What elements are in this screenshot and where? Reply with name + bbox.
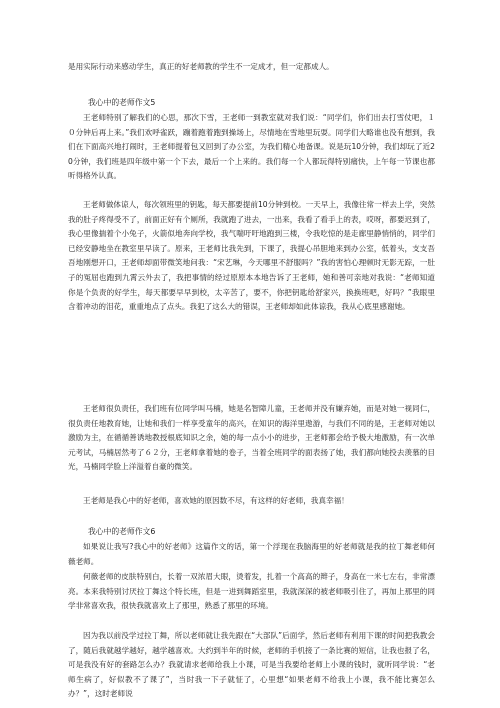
essay5-title: 我心中的老师作文5 — [88, 98, 156, 107]
essay5-paragraph-2: 王老师做体谅人，每次领班里的钥匙，每天都要提前10分钟到校。一天早上，我像往常一样去上学，突然我的肚子疼得受不了，前面正好有个厕所，我就跑了进去，一出来，我看了看手上的表，哎呀，都要迟到了，我心里像揣着个小兔子，火箭似地奔向学校，我气喘吁吁地跑到三楼，令我吃惊的是走廊里静悄悄的，同学们已经安静地坐在教室里早读了。原来，王老师比我先到，下课了，我提心吊胆地来到办公室，低着头，支支吾吾地刚想开口，王老师却面带微笑地问我：“宋艺琳，今天哪里不舒服吗？”我的害怕心理顿时无影无踪，一肚子的冤屈也跑到九霄云外去了，我把事情的经过原原本本地告诉了王老师，她和善可亲地对我说：“老师知道你是个负责的好学生，每天都要早早到校，太辛苦了，要不，你把钥匙给舒家兴，换换班吧，好吗？”我眼里含着冲动的泪花，重重地点了点头。我犯了这么大的错误，王老师却如此体谅我，我从心底里感谢她。 — [68, 200, 435, 312]
essay6-paragraph-1: 如果说让我写?我心中的好老师》这篇作文的话，第一个浮现在我脑海里的好老师就是我的拉丁舞老师何薇老师。 — [68, 542, 435, 566]
intro-tail-paragraph: 是用实际行动来感动学生，真正的好老师教的学生不一定成才，但一定都成人。 — [68, 62, 334, 71]
essay6-paragraph-3: 因为我以前没学过拉丁舞，所以老师就让我先跟在“大部队”后面学，然后老师有利用下课的时间把我教会了，随后我就越学越好，越学越喜欢。大约到半年的时候，老师的手机接了一条比赛的短信，让我也报了名，可是我没有好的套路怎么办？我就请求老师给我上小课，可是当我要给老师上小课的钱时，就听同学说：“老师生病了，好似教不了课了”，当时我一下子就怔了，心里想“如果老师不给我上小课，我不能比赛怎么办？”，这时老师说 — [68, 631, 435, 699]
essay5-paragraph-3: 王老师很负责任，我们班有位同学叫马楠，她是名智障儿童，王老师并没有嫌弃她，而是对她一视同仁，很负责任地教育她，让她和我们一样享受童年的高兴，在知识的海洋里遨游，与我们不同的是，王老师对她以激励为主，在循循善诱地教授根底知识之余，她的每一点小小的进步，王老师都会给予极大地激励，有一次单元考试，马楠居然考了６２分，王老师拿着她的卷子，当着全班同学的面表扬了她，我们都向她投去羡慕的目光，马楠同学脸上洋溢着自豪的微笑。 — [68, 404, 435, 472]
essay6-title: 我心中的老师作文6 — [88, 527, 156, 536]
essay5-paragraph-4: 王老师是我心中的好老师，喜欢她的原因数不尽，有这样的好老师，我真幸福！ — [83, 496, 349, 505]
essay5-paragraph-1: 王老师特别了解我们的心思，那次下雪，王老师一到教室就对我们说：“同学们，你们出去打雪仗吧，１０分钟后再上来。”我们欢呼雀跃，蹦着跑着跑到操场上，尽情地在雪地里玩耍。同学们大略谁也没有想到，我们在下面高兴地打闹时，王老师提着包又回到了办公室，为我们精心地备课。说是玩10分钟，我们却玩了近20分钟，我们班是四年级中第一个下去，最后一个上来的。我们每一个人都玩得特别痛快，上午每一节课也都听得格外认真。 — [68, 113, 435, 181]
essay6-paragraph-2: 何薇老师的皮肤特别白，长着一双浓眉大眼，烫着发，扎着一个高高的辫子，身高在一米七左右，非常漂亮。本来我特别讨厌拉丁舞这个特长班，但是一进到舞蹈室里，我就深深的被老师吸引住了，再加上那里的同学非常喜欢我，很快我就喜欢上了那里，熟悉了那里的环境。 — [68, 572, 435, 611]
